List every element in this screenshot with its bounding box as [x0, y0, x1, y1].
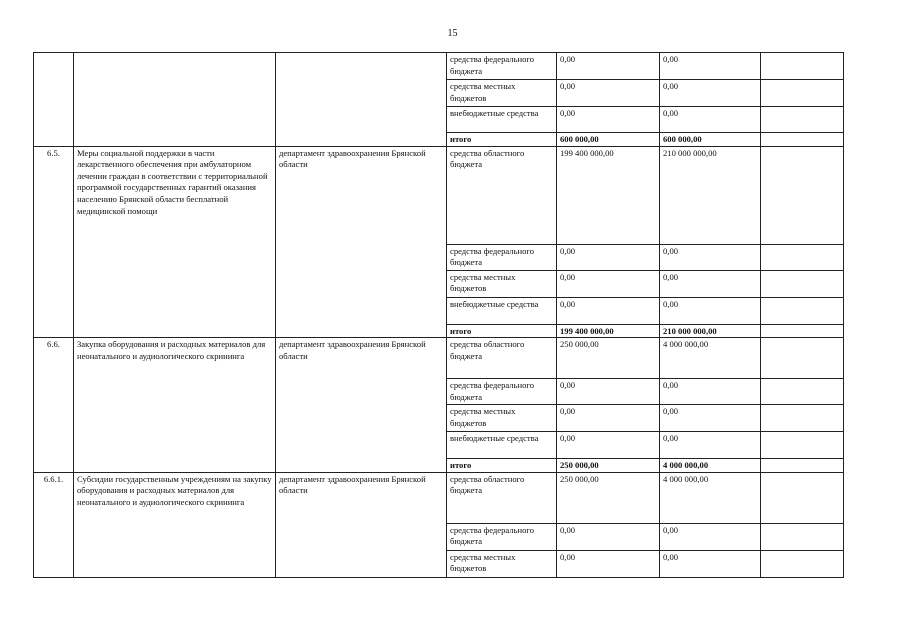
source-cell: средства областного бюджета: [447, 338, 557, 379]
value-cell: 210 000 000,00: [660, 324, 761, 338]
value-cell: 0,00: [557, 270, 660, 297]
empty-cell: [761, 297, 844, 324]
num-cell: [34, 53, 74, 147]
source-cell: средства местных бюджетов: [447, 405, 557, 432]
value-cell: 0,00: [660, 432, 761, 459]
value-cell: 4 000 000,00: [660, 459, 761, 473]
value-cell: 0,00: [660, 53, 761, 80]
value-cell: 0,00: [660, 405, 761, 432]
item-executor: департамент здравоохранения Брянской области: [276, 146, 447, 338]
table-row: [34, 53, 844, 80]
name-cell: [74, 53, 276, 147]
value-cell: 0,00: [660, 244, 761, 270]
value-cell: 0,00: [557, 405, 660, 432]
page-number: 15: [447, 28, 458, 39]
value-cell: 0,00: [557, 53, 660, 80]
value-cell: 0,00: [660, 550, 761, 577]
empty-cell: [761, 80, 844, 107]
empty-cell: [761, 338, 844, 379]
source-cell: средства местных бюджетов: [447, 80, 557, 107]
value-cell: 199 400 000,00: [557, 324, 660, 338]
value-cell: 199 400 000,00: [557, 146, 660, 244]
item-number: 6.5.: [34, 146, 74, 338]
source-cell: внебюджетные средства: [447, 297, 557, 324]
item-number: 6.6.1.: [34, 472, 74, 577]
value-cell: 0,00: [557, 244, 660, 270]
value-cell: 250 000,00: [557, 459, 660, 473]
empty-cell: [761, 107, 844, 133]
empty-cell: [761, 53, 844, 80]
empty-cell: [761, 146, 844, 244]
item-number: 6.6.: [34, 338, 74, 473]
empty-cell: [761, 523, 844, 550]
value-cell: 0,00: [660, 107, 761, 133]
source-cell: итого: [447, 133, 557, 147]
empty-cell: [761, 270, 844, 297]
empty-cell: [761, 472, 844, 523]
source-cell: средства федерального бюджета: [447, 244, 557, 270]
empty-cell: [761, 379, 844, 405]
budget-table: [33, 52, 844, 578]
value-cell: 0,00: [660, 523, 761, 550]
value-cell: 0,00: [660, 270, 761, 297]
value-cell: 0,00: [557, 80, 660, 107]
value-cell: 4 000 000,00: [660, 472, 761, 523]
executor-cell: [276, 53, 447, 147]
item-executor: департамент здравоохранения Брянской области: [276, 472, 447, 577]
empty-cell: [761, 550, 844, 577]
empty-cell: [761, 324, 844, 338]
empty-cell: [761, 244, 844, 270]
source-cell: средства федерального бюджета: [447, 379, 557, 405]
source-cell: средства местных бюджетов: [447, 550, 557, 577]
source-cell: средства областного бюджета: [447, 146, 557, 244]
value-cell: 210 000 000,00: [660, 146, 761, 244]
value-cell: 250 000,00: [557, 338, 660, 379]
value-cell: 600 000,00: [557, 133, 660, 147]
value-cell: 0,00: [660, 297, 761, 324]
source-cell: средства федерального бюджета: [447, 53, 557, 80]
empty-cell: [761, 459, 844, 473]
value-cell: 4 000 000,00: [660, 338, 761, 379]
source-cell: итого: [447, 459, 557, 473]
value-cell: 0,00: [557, 107, 660, 133]
empty-cell: [761, 133, 844, 147]
value-cell: 0,00: [557, 432, 660, 459]
table-row: [34, 338, 844, 379]
empty-cell: [761, 405, 844, 432]
item-name: Закупка оборудования и расходных материалов для неонатального и аудиологического скрининга: [74, 338, 276, 473]
source-cell: средства местных бюджетов: [447, 270, 557, 297]
value-cell: 0,00: [660, 80, 761, 107]
item-executor: департамент здравоохранения Брянской области: [276, 338, 447, 473]
item-name: Субсидии государственным учреждениям на закупку оборудования и расходных материалов для неонатального и аудиологического скрининга: [74, 472, 276, 577]
value-cell: 0,00: [557, 550, 660, 577]
source-cell: итого: [447, 324, 557, 338]
source-cell: средства федерального бюджета: [447, 523, 557, 550]
item-name: Меры социальной поддержки в части лекарственного обеспечения при амбулаторном лечении граждан в соответствии с территориальной программой государственных гарантий оказания населению Брянской области бесплатной медицинской помощи: [74, 146, 276, 338]
value-cell: 250 000,00: [557, 472, 660, 523]
value-cell: 0,00: [660, 379, 761, 405]
table-row: [34, 146, 844, 244]
source-cell: внебюджетные средства: [447, 432, 557, 459]
source-cell: внебюджетные средства: [447, 107, 557, 133]
value-cell: 0,00: [557, 379, 660, 405]
source-cell: средства областного бюджета: [447, 472, 557, 523]
value-cell: 600 000,00: [660, 133, 761, 147]
empty-cell: [761, 432, 844, 459]
value-cell: 0,00: [557, 297, 660, 324]
table-row: [34, 472, 844, 523]
value-cell: 0,00: [557, 523, 660, 550]
